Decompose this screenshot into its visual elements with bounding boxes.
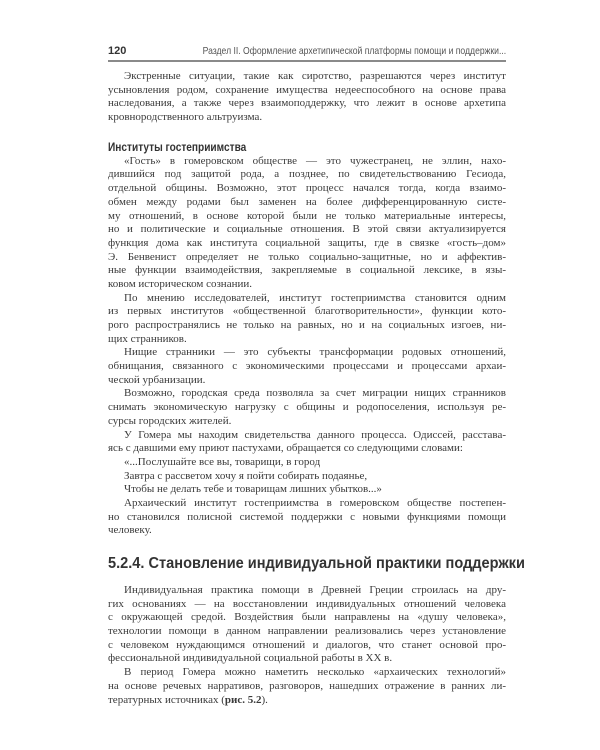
text-line: обмен между родами был заменен на более дифференцированную систе- <box>108 195 506 208</box>
text-line: Индивидуальная практика помощи в Древней Греции строилась на дру- <box>124 584 506 596</box>
paragraph <box>108 346 506 387</box>
text-line: человеку. <box>108 524 152 537</box>
text-line: Чтобы не делать тебе и товарищам лишних убытков...» <box>124 483 382 496</box>
text-line: Завтра с рассветом хочу я пойти собирать подаянье, <box>124 469 368 482</box>
text-line: с окружающей средой. Воздействия были направлены на «душу человека», <box>108 611 506 624</box>
paragraph <box>108 70 506 125</box>
text-line: но и политические и социальные отношения. В этой связи актуализируется <box>108 223 506 236</box>
paragraph <box>108 584 506 666</box>
text-segment: тературных источниках ( <box>108 693 225 706</box>
text-line: ные функции взаимодействия, закрепляемые в социальной лексике, в язы- <box>108 264 506 277</box>
text-line: сурсы городских жителей. <box>108 414 232 427</box>
text-line: Э. Бенвенист определяет не только социально-защитные, но и аффектив- <box>108 250 506 263</box>
paragraph <box>108 429 506 456</box>
text-line: на основе речевых нарративов, разговоров, нашедших отражение в ранних ли- <box>108 679 506 692</box>
text-line: технологии помощи в данном направлении реализовались через установление <box>108 625 506 638</box>
subsection-heading: Институты гостеприимства <box>108 141 247 154</box>
figure-reference: рис. 5.2 <box>224 693 262 706</box>
text-line: снимать экономическую нагрузку с общины и родопоселения, используя ре- <box>108 401 506 414</box>
text-line: У Гомера мы находим свидетельства данного процесса. Одиссей, расстава- <box>124 428 506 441</box>
text-line: дившийся под защитой рода, а позднее, по свидетельствованию Гесиода, <box>108 168 506 181</box>
text-line: «...Послушайте все вы, товарищи, в город <box>124 455 321 468</box>
text-line: В период Гомера можно наметить несколько «архаических технологий» <box>124 666 506 679</box>
paragraph <box>108 387 506 428</box>
text-line: но становился полисной системой поддержки с новыми функциями помощи <box>108 510 506 523</box>
text-line: По мнению исследователей, институт гостеприимства становится одним <box>124 291 506 304</box>
text-line: наследования, а также через взаимоподдержку, что лежит в основе архетипа <box>108 97 506 110</box>
text-line: Архаический институт гостеприимства в гомеровском обществе постепен- <box>124 496 506 509</box>
paragraph <box>108 292 506 347</box>
text-line: фессиональной индивидуальной социальной работы в XX в. <box>108 652 393 665</box>
page-body <box>108 70 525 707</box>
text-line: Нищие странники — это субъекты трансформации родовых отношений, <box>124 346 506 359</box>
text-line: из первых институтов «общественной благотворительности», функции кото- <box>108 305 506 318</box>
text-line: ясь с давшими ему приют пастухами, обращается со следующими словами: <box>108 442 463 455</box>
text-line: Экстренные ситуации, такие как сиротство, разрешаются через институт <box>124 70 506 82</box>
text-line: обнищания, связанного с экономическими процессами и процессами архаи- <box>108 360 506 373</box>
text-line: кровнородственного альтруизма. <box>108 111 263 124</box>
text-line: усыновления родом, сохранение имущества недееспособного на основе права <box>108 83 506 96</box>
text-line: ковом историческом сознании. <box>108 277 252 290</box>
book-page <box>108 44 525 707</box>
paragraph <box>108 155 506 292</box>
running-title: Раздел II. Оформление архетипической платформы помощи и поддержки... <box>202 45 506 57</box>
section-heading: 5.2.4. Становление индивидуальной практики поддержки <box>108 555 525 572</box>
text-line: с человеком нуждающимся отношений и диалогов, что станет основой про- <box>108 638 506 651</box>
page-number: 120 <box>108 45 127 57</box>
text-line: рого распространялись не только на равных, но и на социальных изгоев, ни- <box>108 319 506 331</box>
text-line: функция дома как института социальной защиты, где в связке «гость–дом» <box>108 236 506 249</box>
text-segment: ). <box>261 693 268 706</box>
text-line: щих странников. <box>108 332 187 345</box>
running-header <box>108 44 506 62</box>
text-line: «Гость» в гомеровском обществе — это чужестранец, не эллин, нахо- <box>124 154 506 167</box>
text-line <box>108 694 506 708</box>
verse-quote <box>108 456 506 497</box>
paragraph <box>108 497 506 538</box>
text-line: гих основаниях — на восстановлении индивидуальных отношений человека <box>108 597 506 610</box>
paragraph <box>108 666 506 707</box>
text-line: ческой урбанизации. <box>108 373 206 386</box>
text-line: отдельной общины. Возможно, этот процесс начался тогда, когда взаимо- <box>108 182 506 195</box>
text-line: му отношений, в основе которой были не только материальные интересы, <box>108 209 506 222</box>
text-line: Возможно, городская среда позволяла за счет миграции нищих странников <box>124 387 506 400</box>
